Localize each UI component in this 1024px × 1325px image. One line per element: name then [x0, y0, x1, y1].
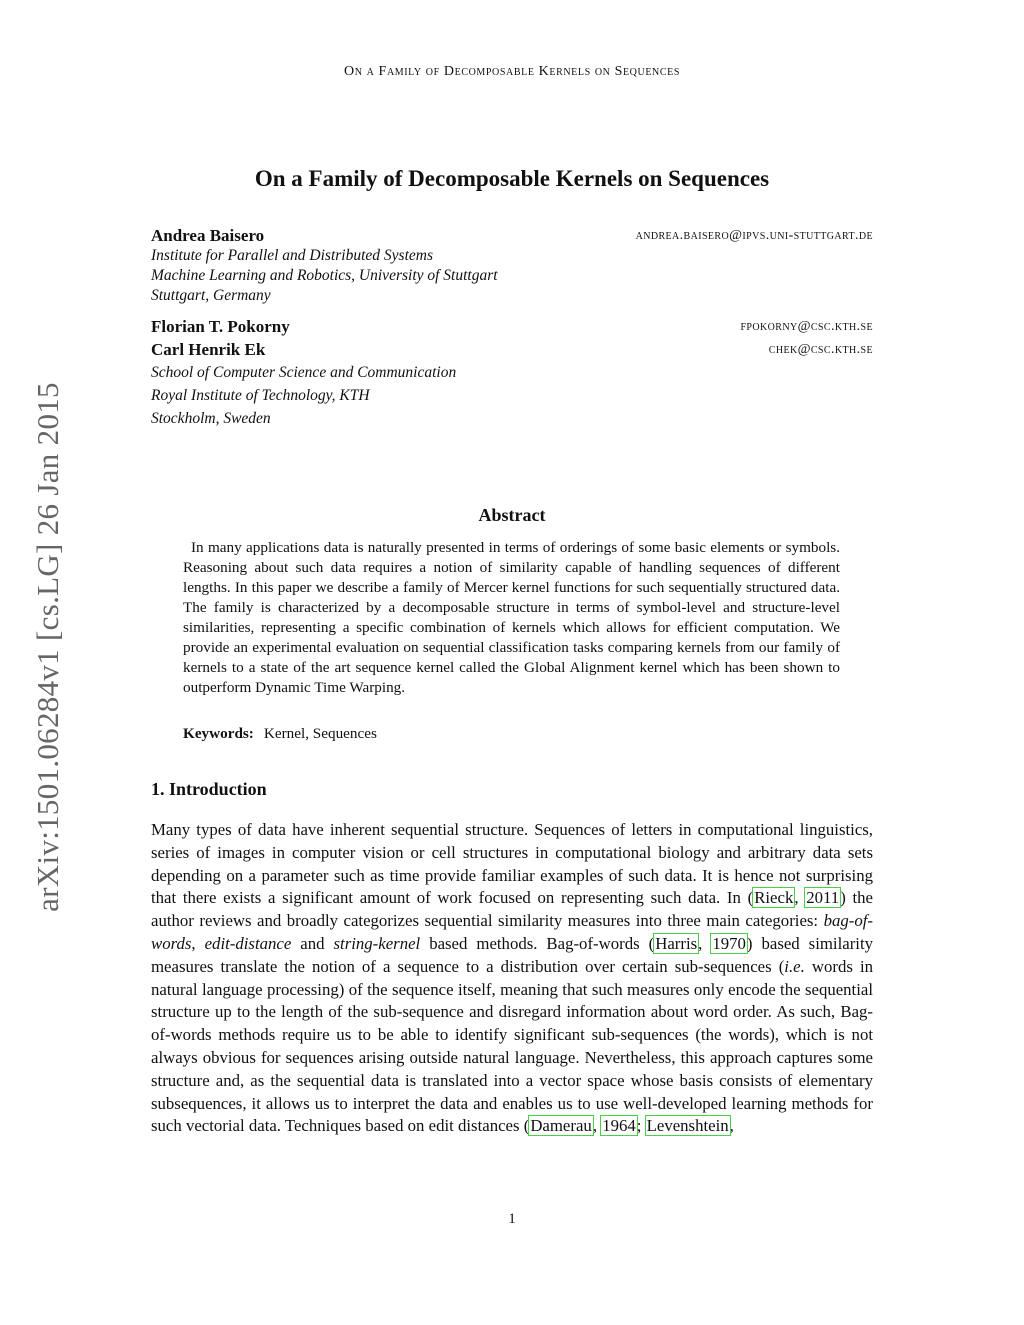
- intro-text: ) based similarity measures translate the notion of a sequence to a distribution over certain sub-sequences (: [151, 933, 874, 976]
- author-email-1[interactable]: andrea.baisero@ipvs.uni-stuttgart.de: [635, 228, 873, 243]
- term-ie: i.e.: [784, 956, 805, 976]
- intro-text: Many types of data have inherent sequential structure. Sequences of letters in computational linguistics, series of images in computer vision or cell structures in computational biology and arbitrary data sets depending on a parameter such as time provide familiar examples of such data. It is hence not surprising that there exists a significant amount of work focused on representing such data. In (: [151, 820, 873, 908]
- affiliation-2-line-1: School of Computer Science and Communication: [151, 364, 457, 381]
- affiliation-2-line-3: Stockholm, Sweden: [151, 410, 271, 427]
- author-email-2[interactable]: fpokorny@csc.kth.se: [740, 319, 873, 334]
- affiliation-2-line-2: Royal Institute of Technology, KTH: [151, 387, 370, 404]
- intro-text: words in natural language processing) of the sequence itself, meaning that such measures only encode the sequential structure up to the length of the sub-sequence and disregard information about word order. As such, Bag-of-words methods require us to be able to identify significant sub-sequences (the words), which is not always obvious for sequences arising outside natural language. Nevertheless, this approach captures some structure and, as the sequential data is translated into a vector space whose basis consists of elementary subsequences, it allows us to interpret the data and enables us to use well-developed learning methods for such vectorial data. Techniques based on edit distances (: [151, 956, 873, 1136]
- citation-damerau[interactable]: Damerau: [530, 1116, 592, 1136]
- introduction-paragraph: Many types of data have inherent sequential structure. Sequences of letters in computational linguistics, series of images in computer vision or cell structures in computational biology and arbitrary data sets depending on a parameter such as time provide familiar examples of such data. It is hence not surprising that there exists a significant amount of work focused on representing such data. In (Rieck, 2011) the author reviews and broadly categorizes sequential similarity measures into three main categories: bag-of-words, edit-distance and string-kernel based methods. Bag-of-words (Harris, 1970) based similarity measures translate the notion of a sequence to a distribution over certain sub-sequences (i.e. words in natural language processing) of the sequence itself, meaning that such measures only encode the sequential structure up to the length of the sub-sequence and disregard information about word order. As such, Bag-of-words methods require us to be able to identify significant sub-sequences (the words), which is not always obvious for sequences arising outside natural language. Nevertheless, this approach captures some structure and, as the sequential data is translated into a vector space whose basis consists of elementary subsequences, it allows us to interpret the data and enables us to use well-developed learning methods for such vectorial data. Techniques based on edit distances (Damerau, 1964; Levenshtein,: [151, 820, 874, 1136]
- paper-title: On a Family of Decomposable Kernels on Sequences: [254, 166, 770, 191]
- keywords-value: Kernel, Sequences: [263, 725, 377, 742]
- term-bag-of-words: bag-of-words: [151, 911, 873, 953]
- citation-levenshtein[interactable]: Levenshtein: [646, 1116, 729, 1136]
- affiliation-1-line-1: Institute for Parallel and Distributed Systems: [151, 247, 433, 264]
- intro-text: ) the author reviews and broadly categorizes sequential similarity measures into three main categories:: [151, 888, 873, 931]
- term-edit-distance: edit-distance: [204, 933, 292, 953]
- intro-text: ,: [729, 1116, 734, 1136]
- citation-rieck[interactable]: Rieck: [754, 888, 794, 908]
- citation-damerau-year[interactable]: 1964: [602, 1116, 636, 1136]
- author-name-2: Florian T. Pokorny: [151, 317, 290, 336]
- page-number: 1: [508, 1211, 516, 1227]
- citation-rieck-year[interactable]: 2011: [806, 888, 840, 908]
- section-heading-introduction: 1. Introduction: [151, 779, 267, 799]
- arxiv-identifier: arXiv:1501.06284v1 [cs.LG] 26 Jan 2015: [30, 382, 65, 912]
- intro-text: based methods. Bag-of-words (: [420, 933, 655, 953]
- keywords-line: [183, 725, 377, 743]
- intro-text: and: [291, 933, 334, 953]
- citation-harris-year[interactable]: 1970: [712, 933, 746, 953]
- author-email-3[interactable]: chek@csc.kth.se: [768, 342, 873, 357]
- affiliation-1-line-3: Stuttgart, Germany: [151, 287, 271, 304]
- term-string-kernel: string-kernel: [333, 933, 421, 953]
- keywords-label: Keywords:: [183, 725, 254, 742]
- abstract-text: In many applications data is naturally presented in terms of orderings of some basic elements or symbols. Reasoning about such data requires a notion of similarity capable of handling sequences of different lengths. In this paper we describe a family of Mercer kernel functions for such sequentially structured data. The family is characterized by a decomposable structure in terms of symbol-level and structure-level similarities, representing a specific combination of kernels which allows for efficient computation. We provide an experimental evaluation on sequential classification tasks comparing kernels from our family of kernels to a state of the art sequence kernel called the Global Alignment kernel which has been shown to outperform Dynamic Time Warping.: [183, 539, 840, 696]
- affiliation-1-line-2: Machine Learning and Robotics, University of Stuttgart: [151, 267, 498, 284]
- citation-harris[interactable]: Harris: [655, 933, 698, 953]
- abstract-heading: Abstract: [478, 505, 546, 525]
- author-name-1: Andrea Baisero: [151, 226, 265, 245]
- author-name-3: Carl Henrik Ek: [151, 340, 266, 359]
- running-head: On a Family of Decomposable Kernels on Sequences: [344, 64, 680, 79]
